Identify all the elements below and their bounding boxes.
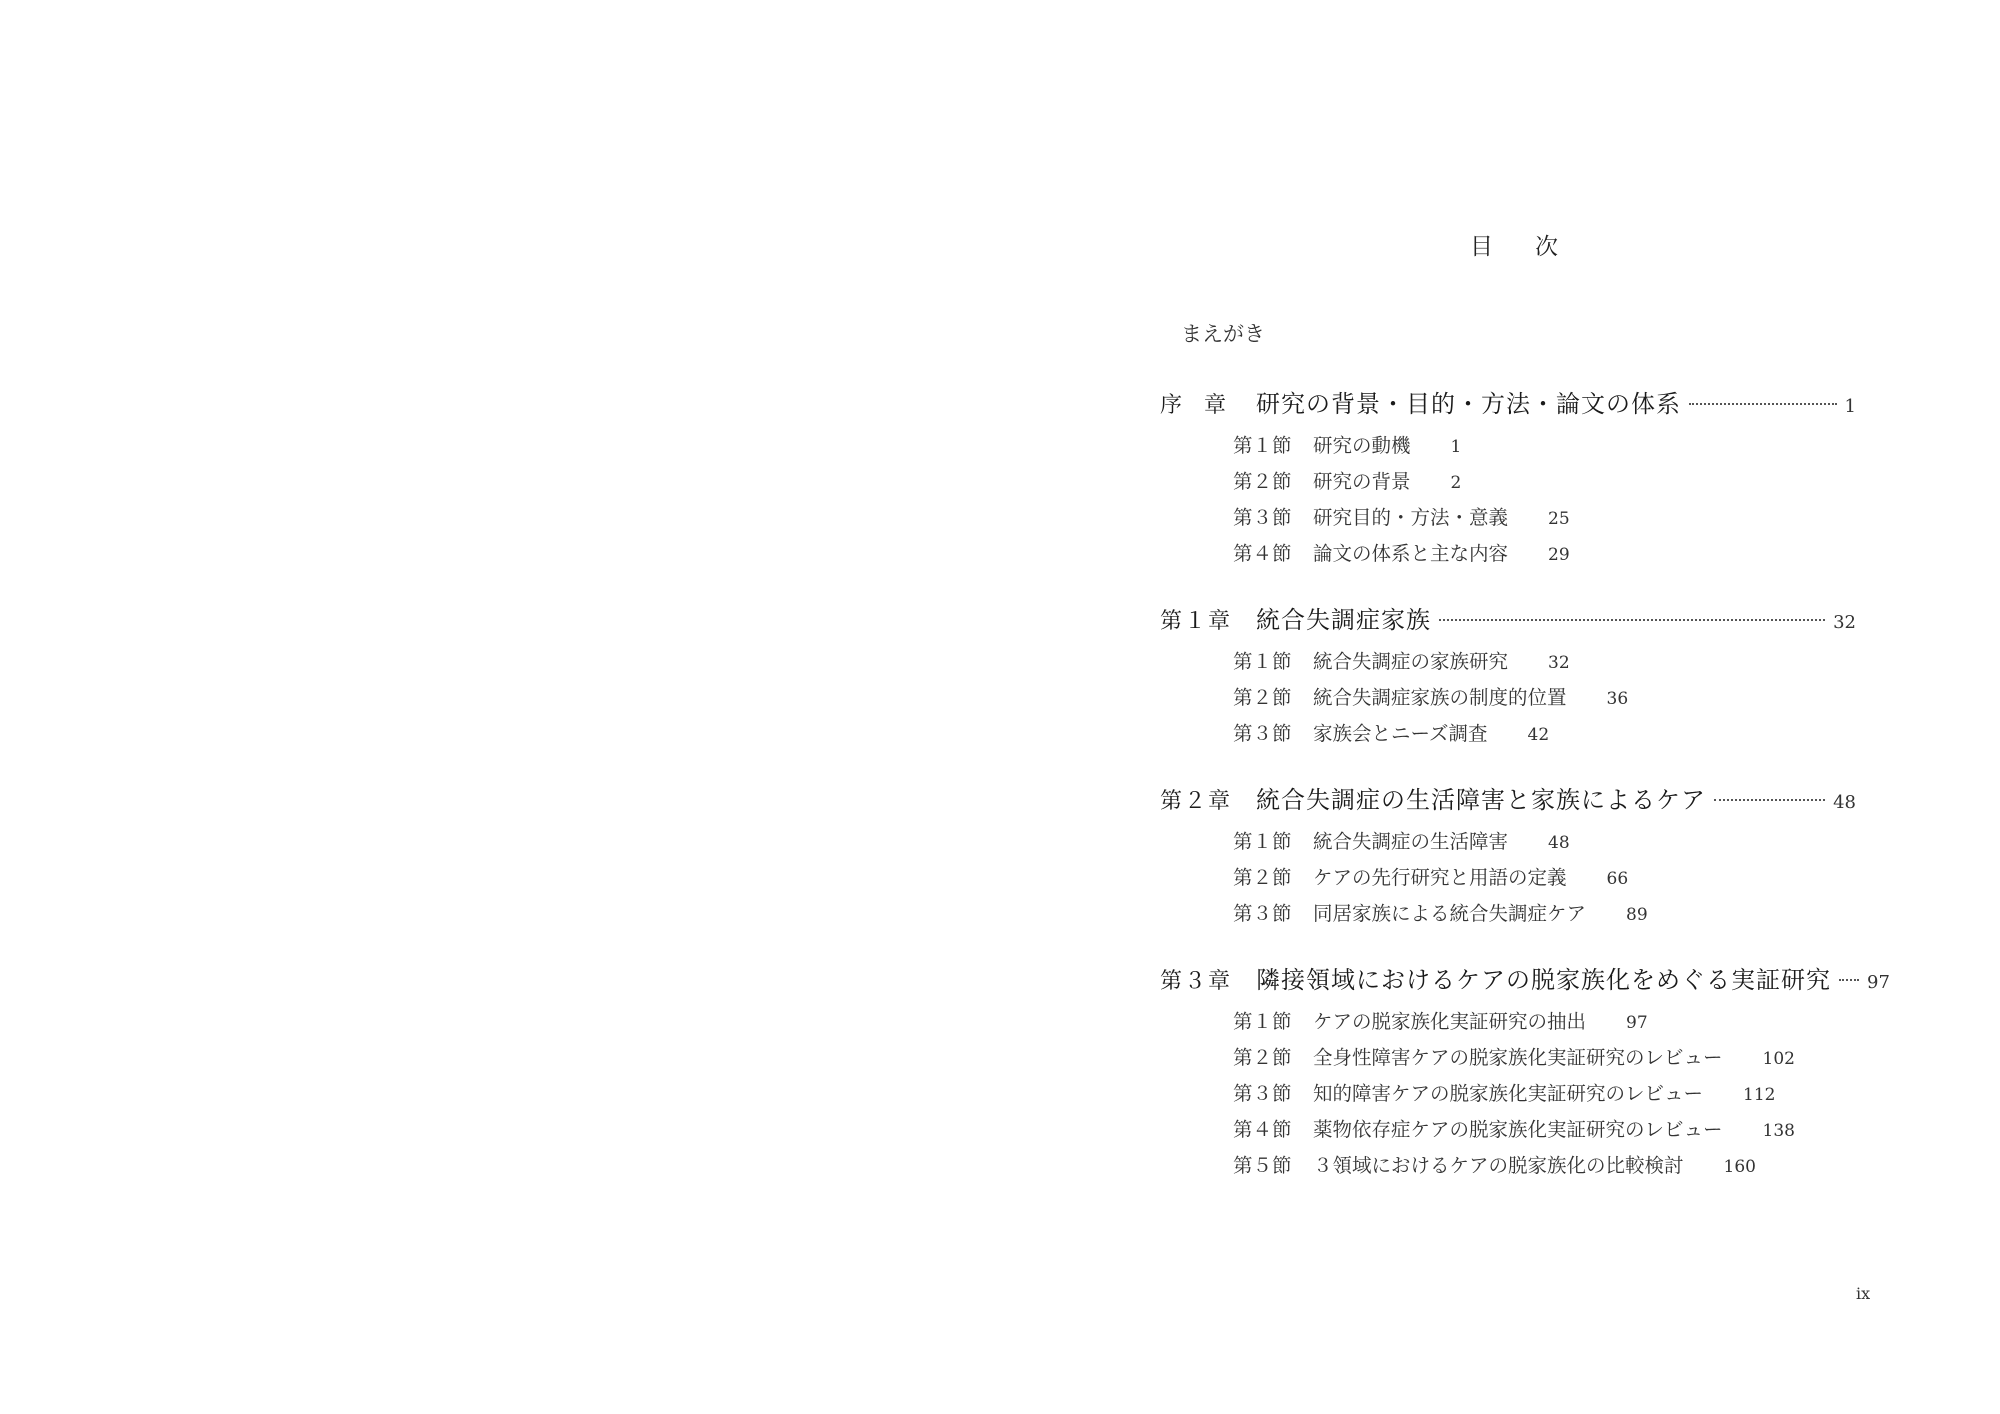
section-title: ３領域におけるケアの脱家族化の比較検討 [1313,1154,1684,1177]
toc-section-entry[interactable] [1233,718,1549,748]
section-label: 第２節 [1233,866,1292,889]
dot-leader [1714,799,1825,801]
section-title: 研究の動機 [1313,434,1411,457]
section-label: 第３節 [1233,1082,1292,1105]
section-label: 第１節 [1233,650,1292,673]
section-label: 第３節 [1233,506,1292,529]
section-label: 第１節 [1233,434,1292,457]
section-label: 第５節 [1233,1154,1292,1177]
chapter-page-number: 1 [1844,396,1856,417]
section-label: 第２節 [1233,470,1292,493]
section-title: ケアの脱家族化実証研究の抽出 [1313,1010,1587,1033]
toc-section-entry[interactable] [1233,1078,1775,1108]
dot-leader [1439,619,1825,621]
toc-chapter-1[interactable] [1160,600,1856,634]
section-title: 薬物依存症ケアの脱家族化実証研究のレビュー [1313,1118,1723,1141]
toc-heading-char-2: 次 [1535,234,1560,260]
page-folio: ix [1856,1284,1871,1303]
dot-leader [1689,403,1837,405]
section-page-number: 66 [1606,869,1629,889]
section-title: 家族会とニーズ調査 [1313,722,1488,745]
chapter-page-number: 97 [1867,972,1890,993]
toc-chapter-3[interactable] [1160,960,1890,994]
toc-heading-char-1: 目 [1470,234,1495,260]
chapter-label: 第１章 [1160,609,1233,634]
toc-section-entry[interactable] [1233,682,1628,712]
section-title: 研究目的・方法・意義 [1313,506,1509,529]
chapter-title: 研究の背景・目的・方法・論文の体系 [1256,390,1681,418]
section-page-number: 29 [1548,545,1570,565]
section-title: 論文の体系と主な内容 [1313,542,1509,565]
section-label: 第１節 [1233,1010,1292,1033]
section-label: 第３節 [1233,902,1292,925]
toc-chapter-2[interactable] [1160,780,1856,814]
chapter-title: 隣接領域におけるケアの脱家族化をめぐる実証研究 [1256,966,1831,994]
chapter-title: 統合失調症の生活障害と家族によるケア [1256,786,1706,814]
section-label: 第４節 [1233,1118,1292,1141]
section-page-number: 160 [1723,1157,1756,1177]
toc-section-entry[interactable] [1233,1006,1648,1036]
toc-section-entry[interactable] [1233,1150,1756,1180]
toc-section-entry[interactable] [1233,646,1570,676]
toc-section-entry[interactable] [1233,466,1461,496]
section-label: 第３節 [1233,722,1292,745]
section-page-number: 42 [1527,725,1550,745]
toc-section-entry[interactable] [1233,1114,1795,1144]
section-label: 第４節 [1233,542,1292,565]
toc-section-entry[interactable] [1233,502,1570,532]
toc-page [1000,0,2000,1414]
chapter-label: 第２章 [1160,789,1233,814]
section-label: 第１節 [1233,830,1292,853]
section-title: 知的障害ケアの脱家族化実証研究のレビュー [1313,1082,1704,1105]
section-title: 統合失調症の生活障害 [1313,830,1509,853]
toc-section-entry[interactable] [1233,430,1461,460]
section-page-number: 112 [1743,1085,1776,1105]
section-label: 第２節 [1233,686,1292,709]
section-title: 同居家族による統合失調症ケア [1313,902,1587,925]
chapter-page-number: 32 [1833,612,1856,633]
chapter-title: 統合失調症家族 [1256,606,1431,634]
section-page-number: 138 [1762,1121,1795,1141]
section-page-number: 102 [1762,1049,1795,1069]
section-page-number: 25 [1548,509,1570,529]
section-page-number: 48 [1548,833,1570,853]
toc-section-entry[interactable] [1233,898,1648,928]
section-title: ケアの先行研究と用語の定義 [1313,866,1567,889]
toc-section-entry[interactable] [1233,862,1628,892]
section-label: 第２節 [1233,1046,1292,1069]
chapter-label: 第３章 [1160,969,1233,994]
chapter-page-number: 48 [1833,792,1856,813]
dot-leader [1839,979,1859,981]
toc-chapter-intro[interactable] [1160,384,1856,418]
section-page-number: 1 [1450,437,1462,457]
section-title: 研究の背景 [1313,470,1411,493]
toc-section-entry[interactable] [1233,826,1570,856]
section-title: 全身性障害ケアの脱家族化実証研究のレビュー [1313,1046,1723,1069]
toc-preface-entry[interactable]: まえがき [1181,322,1265,346]
section-page-number: 97 [1626,1013,1648,1033]
toc-heading [1470,228,1560,261]
section-title: 統合失調症家族の制度的位置 [1313,686,1567,709]
section-page-number: 2 [1450,473,1462,493]
section-page-number: 36 [1606,689,1629,709]
section-title: 統合失調症の家族研究 [1313,650,1509,673]
section-page-number: 32 [1548,653,1570,673]
chapter-label: 序 章 [1160,393,1227,418]
section-page-number: 89 [1626,905,1648,925]
toc-section-entry[interactable] [1233,1042,1795,1072]
toc-section-entry[interactable] [1233,538,1570,568]
